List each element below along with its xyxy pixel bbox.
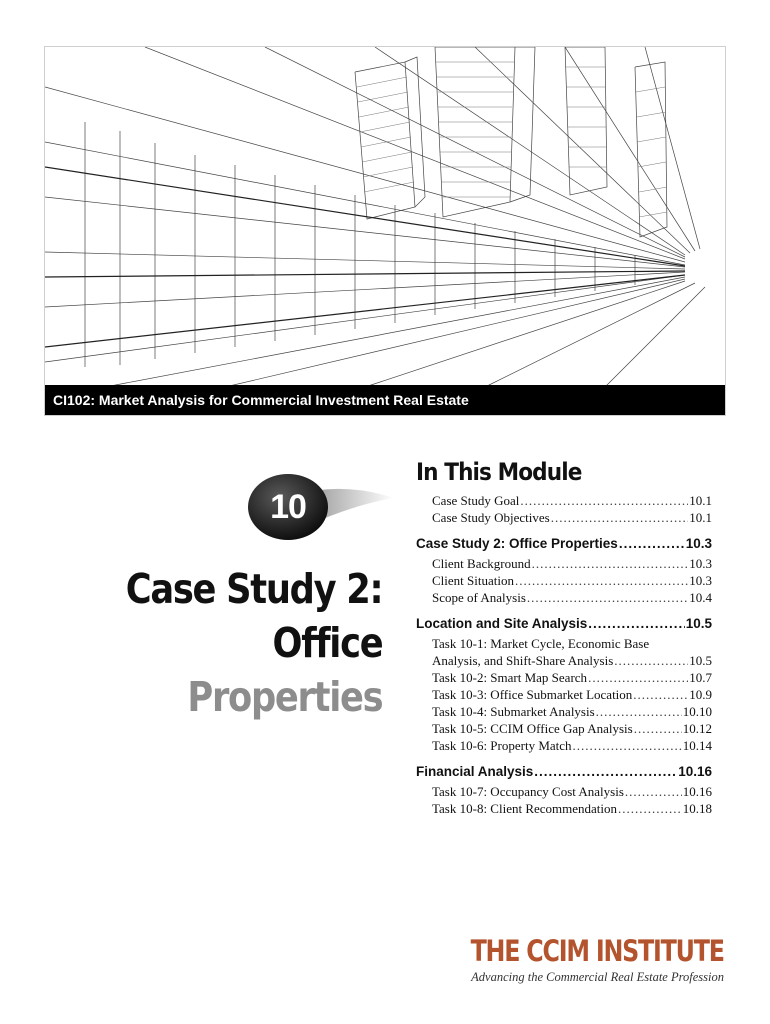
toc-section-title: Location and Site Analysis bbox=[416, 616, 588, 631]
toc-entry-label: Analysis, and Shift-Share Analysis bbox=[432, 653, 614, 668]
toc-entry-label: Client Situation bbox=[432, 573, 514, 588]
toc-section[interactable] bbox=[416, 615, 712, 633]
module-title bbox=[125, 562, 382, 724]
toc-entry-page: 10.7 bbox=[689, 670, 712, 685]
course-title-bar: CI102: Market Analysis for Commercial Investment Real Estate bbox=[45, 385, 725, 415]
toc-entry[interactable] bbox=[432, 572, 712, 589]
title-line-3: Properties bbox=[187, 673, 382, 721]
logo-name: THE CCIM INSTITUTE bbox=[470, 934, 724, 968]
toc-entry-page: 10.18 bbox=[682, 801, 712, 816]
title-line-1: Case Study 2: bbox=[125, 565, 382, 613]
table-of-contents bbox=[416, 458, 712, 817]
toc-entry-page: 10.12 bbox=[682, 721, 712, 736]
toc-section-title: Case Study 2: Office Properties bbox=[416, 536, 618, 551]
toc-entry-label: Case Study Objectives bbox=[432, 510, 550, 525]
toc-entry-page: 10.5 bbox=[689, 653, 712, 668]
toc-entry-page: 10.3 bbox=[689, 556, 712, 571]
toc-entry[interactable] bbox=[432, 492, 712, 509]
toc-section[interactable] bbox=[416, 763, 712, 781]
toc-entry-label[interactable]: Task 10-1: Market Cycle, Economic Base bbox=[432, 636, 650, 651]
toc-entry-page: 10.10 bbox=[682, 704, 712, 719]
toc-entry-label: Task 10-6: Property Match bbox=[432, 738, 572, 753]
toc-entry-label: Client Background bbox=[432, 556, 531, 571]
title-line-2: Office bbox=[272, 619, 382, 667]
toc-entry-label: Scope of Analysis bbox=[432, 590, 526, 605]
toc-entry-label: Task 10-8: Client Recommendation bbox=[432, 801, 618, 816]
toc-entry-page: 10.14 bbox=[682, 738, 712, 753]
toc-entry[interactable] bbox=[432, 589, 712, 606]
toc-entry[interactable] bbox=[432, 737, 712, 754]
toc-entry-label: Task 10-5: CCIM Office Gap Analysis bbox=[432, 721, 633, 736]
toc-entry-label: Task 10-3: Office Submarket Location bbox=[432, 687, 633, 702]
toc-entry-page: 10.9 bbox=[689, 687, 712, 702]
toc-section-page: 10.3 bbox=[685, 536, 712, 551]
toc-entry[interactable] bbox=[432, 703, 712, 720]
toc-entry[interactable] bbox=[432, 669, 712, 686]
toc-entry-page: 10.1 bbox=[689, 493, 712, 508]
toc-entry[interactable] bbox=[432, 783, 712, 800]
toc-entry-label: Task 10-2: Smart Map Search bbox=[432, 670, 588, 685]
toc-entry-label: Task 10-4: Submarket Analysis bbox=[432, 704, 595, 719]
architecture-wireframe-illustration bbox=[45, 47, 726, 416]
toc-entry[interactable] bbox=[432, 720, 712, 737]
module-badge bbox=[236, 464, 396, 550]
cover-image bbox=[44, 46, 726, 416]
module-number: 10 bbox=[270, 488, 306, 526]
toc-entry[interactable] bbox=[432, 652, 712, 669]
toc-entry[interactable] bbox=[432, 509, 712, 526]
toc-entry-label: Case Study Goal bbox=[432, 493, 520, 508]
toc-section-page: 10.5 bbox=[685, 616, 712, 631]
toc-section-page: 10.16 bbox=[678, 764, 712, 779]
ccim-logo bbox=[415, 934, 724, 985]
toc-entry-label: Task 10-7: Occupancy Cost Analysis bbox=[432, 784, 624, 799]
logo-tagline: Advancing the Commercial Real Estate Profession bbox=[471, 970, 724, 984]
toc-entry-page: 10.4 bbox=[689, 590, 712, 605]
toc-entry[interactable] bbox=[432, 555, 712, 572]
toc-entry-page: 10.3 bbox=[689, 573, 712, 588]
toc-entry[interactable] bbox=[432, 686, 712, 703]
toc-entry-page: 10.1 bbox=[689, 510, 712, 525]
toc-section[interactable] bbox=[416, 535, 712, 553]
toc-heading: In This Module bbox=[416, 458, 582, 486]
toc-entry-page: 10.16 bbox=[682, 784, 712, 799]
toc-entry[interactable] bbox=[432, 800, 712, 817]
toc-section-title: Financial Analysis bbox=[416, 764, 534, 779]
